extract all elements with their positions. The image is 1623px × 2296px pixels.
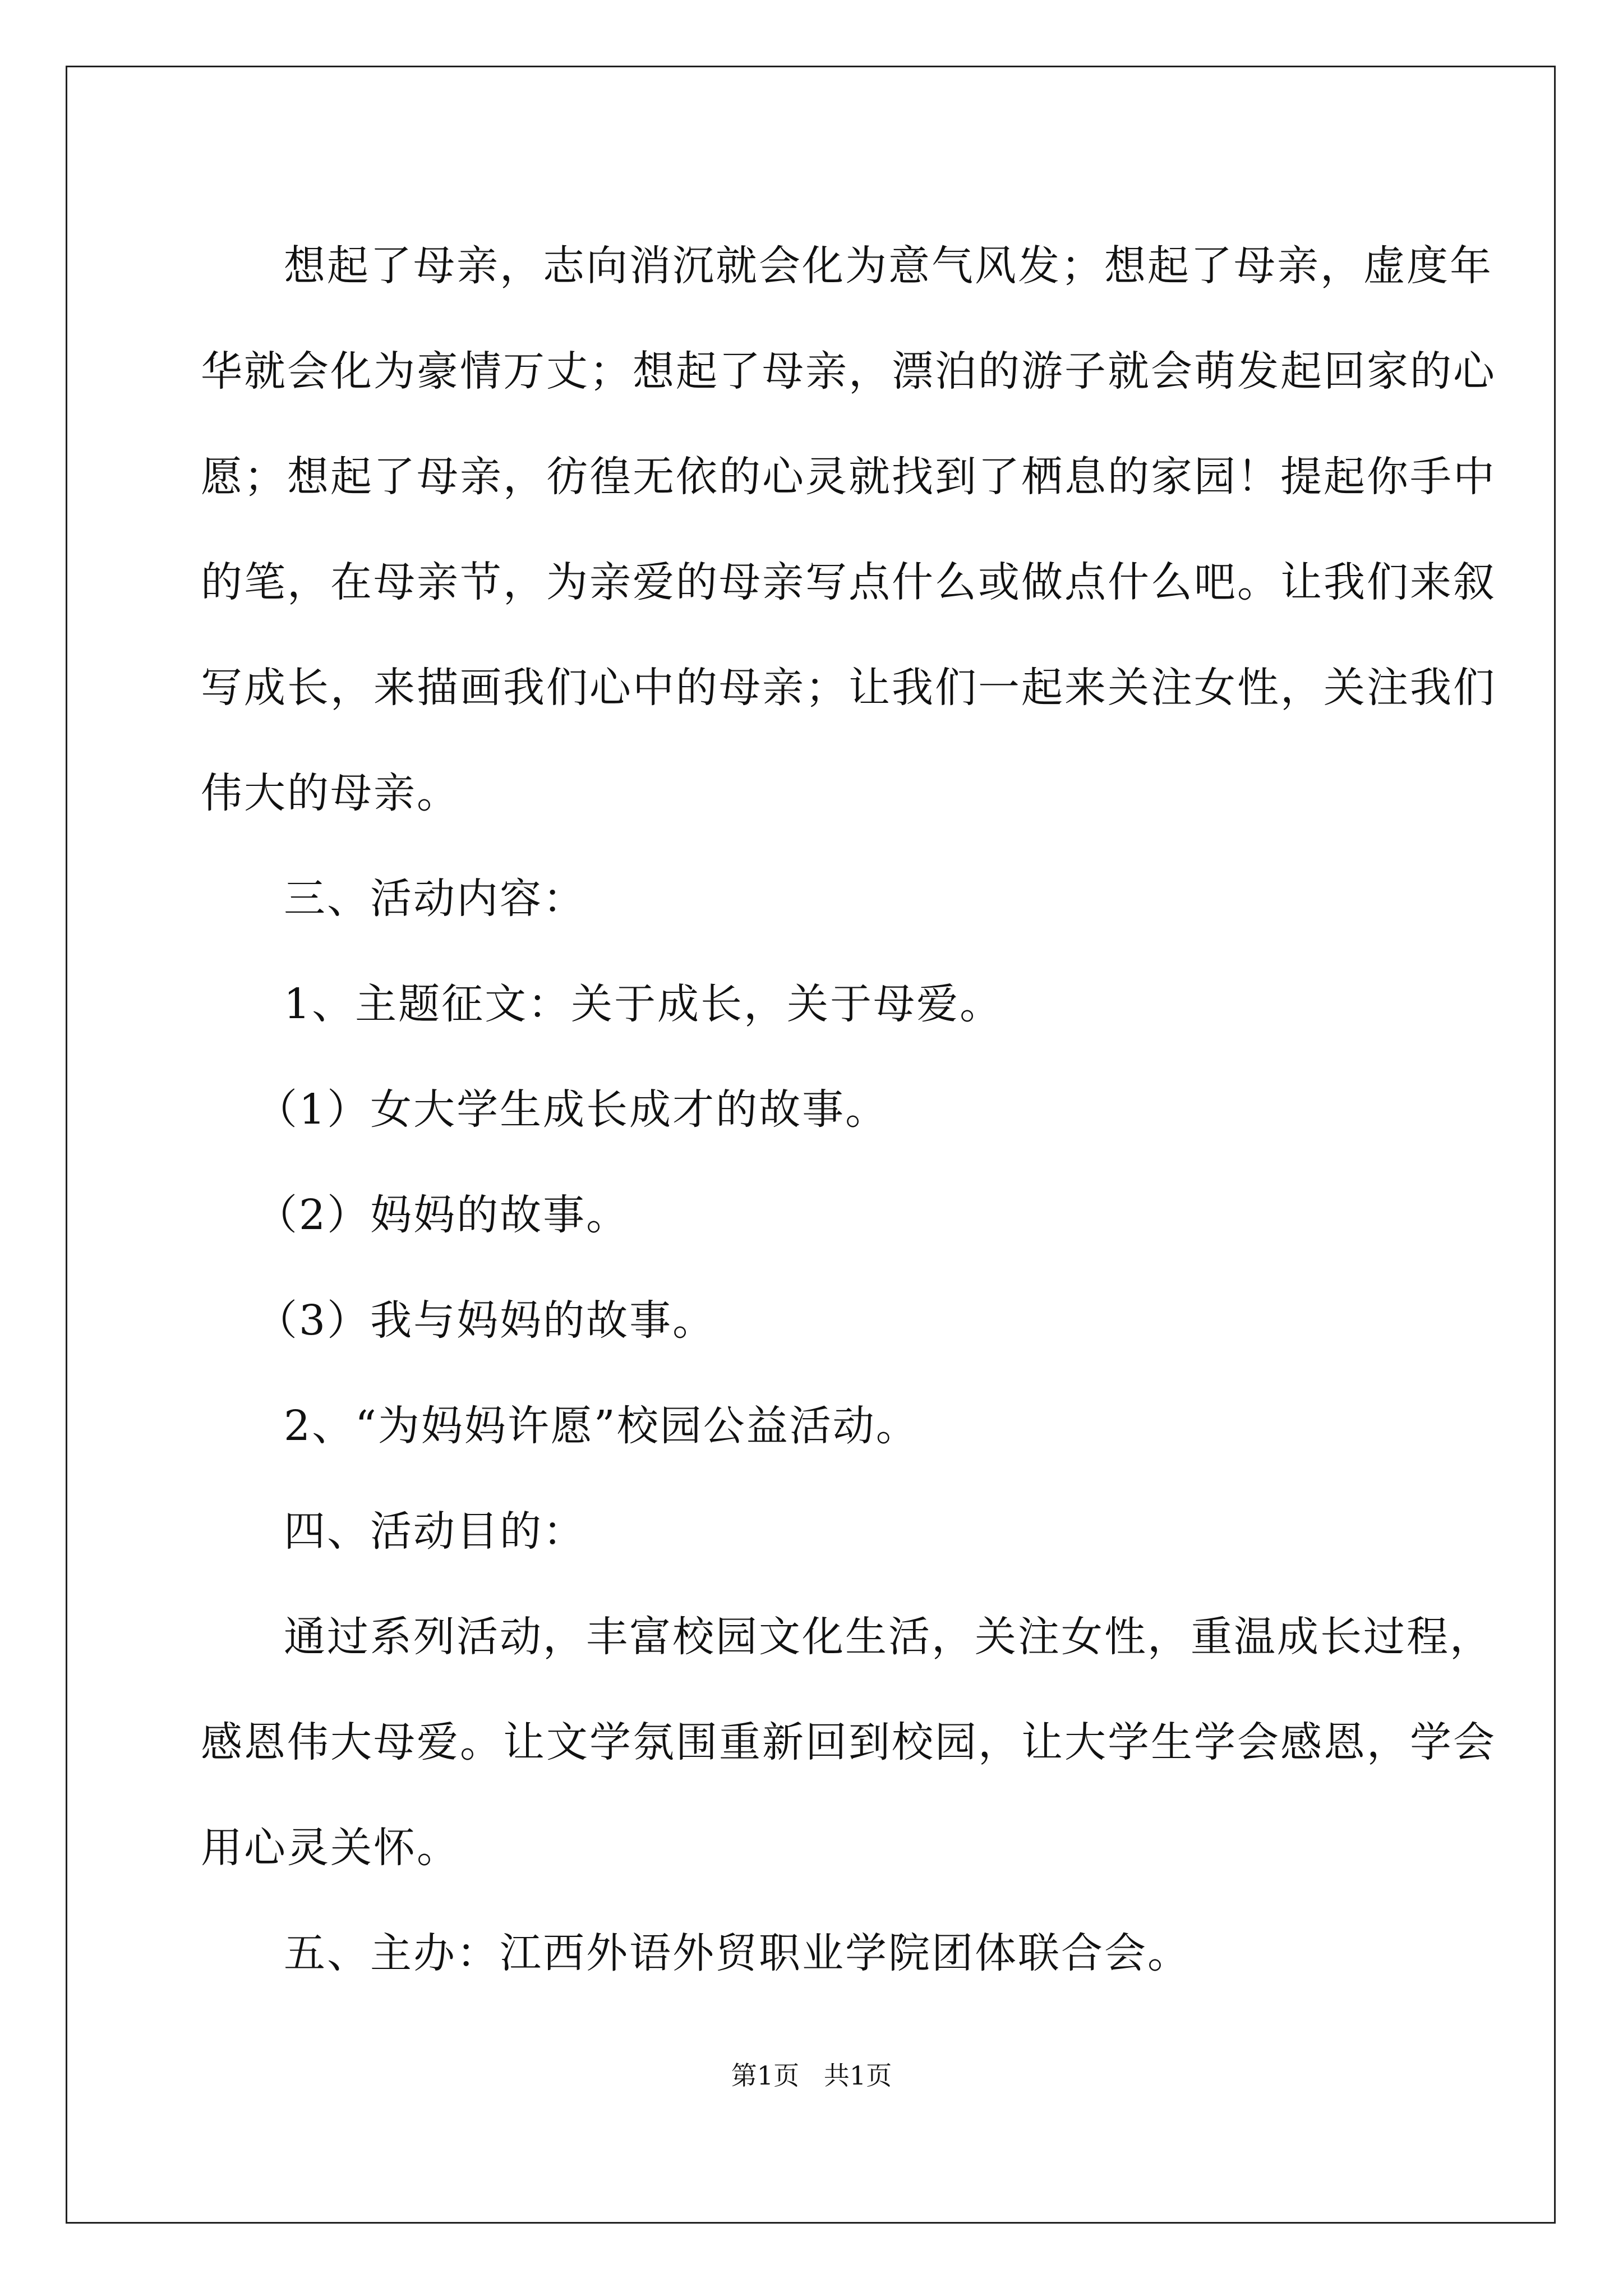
goal-paragraph <box>201 1584 1496 1901</box>
sub-item-1: （1）女大学生成长成才的故事。 <box>256 1085 889 1134</box>
paragraph-line: 想起了母亲，志向消沉就会化为意气风发；想起了母亲，虚度年 <box>284 242 1493 290</box>
page-number-footer: 第1页 共1页 <box>731 2060 892 2091</box>
paragraph-line: 华就会化为豪情万丈；想起了母亲，漂泊的游子就会萌发起回家的心 <box>201 347 1496 395</box>
intro-paragraph <box>201 213 1496 846</box>
list-item-essay-contest: 1、主题征文：关于成长，关于母爱。 <box>284 980 1003 1028</box>
paragraph-line: 写成长，来描画我们心中的母亲；让我们一起来关注女性，关注我们 <box>201 664 1496 712</box>
sub-item-3: （3）我与妈妈的故事。 <box>256 1296 716 1345</box>
paragraph-line: 用心灵关怀。 <box>201 1824 460 1872</box>
document-body <box>201 213 1496 2006</box>
section-heading-activity-content: 三、活动内容： <box>284 875 586 923</box>
paragraph-line: 的笔，在母亲节，为亲爱的母亲写点什么或做点什么吧。让我们来叙 <box>201 558 1496 606</box>
sub-item-2: （2）妈妈的故事。 <box>256 1191 630 1239</box>
paragraph-line: 愿；想起了母亲，彷徨无依的心灵就找到了栖息的家园！提起你手中 <box>201 453 1496 501</box>
section-heading-activity-goal: 四、活动目的： <box>284 1507 586 1556</box>
paragraph-line: 感恩伟大母爱。让文学氛围重新回到校园，让大学生学会感恩，学会 <box>201 1718 1496 1766</box>
paragraph-line: 伟大的母亲。 <box>201 769 460 817</box>
paragraph-line: 通过系列活动，丰富校园文化生活，关注女性，重温成长过程， <box>284 1613 1493 1661</box>
section-organizer: 五、主办：江西外语外贸职业学院团体联合会。 <box>284 1929 1191 1977</box>
list-item-charity-activity: 2、“为妈妈许愿”校园公益活动。 <box>284 1402 919 1450</box>
